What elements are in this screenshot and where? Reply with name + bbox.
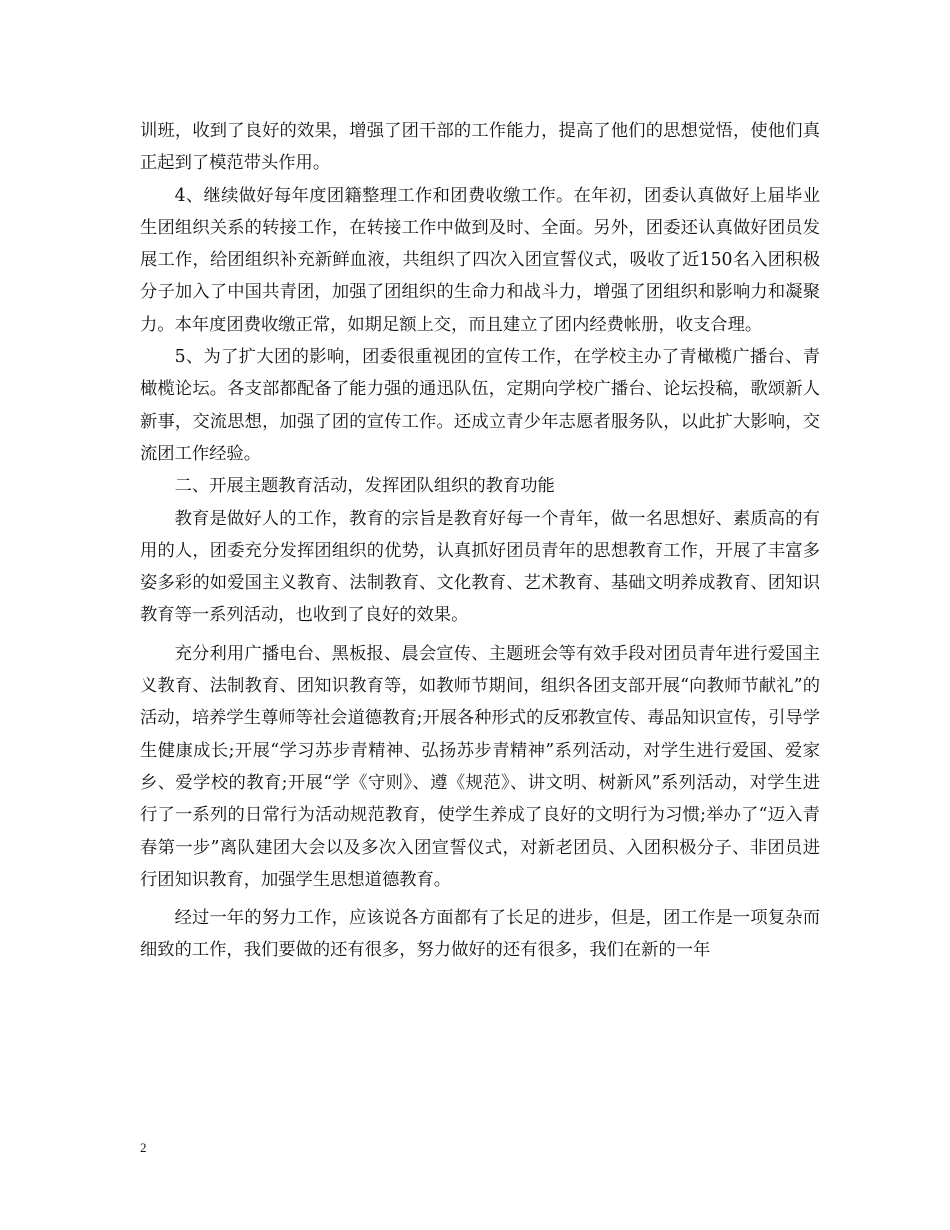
paragraph-4: 教育是做好人的工作，教育的宗旨是教育好每一个青年，做一名思想好、素质高的有用的人，团委充分发挥团组织的优势，认真抓好团员青年的思想教育工作，开展了丰富多姿多彩的如爱国主义教育、法制教育、文化教育、艺术教育、基础文明养成教育、团知识教育等一系列活动，也收到了良好的效果。 — [140, 508, 820, 626]
paragraph-2: 4、继续做好每年度团籍整理工作和团费收缴工作。在年初，团委认真做好上届毕业生团组织关系的转接工作，在转接工作中做到及时、全面。另外，团委还认真做好团员发展工作，给团组织补充新鲜血液，共组织了四次入团宣誓仪式，吸收了近150名入团积极分子加入了中国共青团，加强了团组织的生命力和战斗力，增强了团组织和影响力和凝聚力。本年度团费收缴正常，如期足额上交，而且建立了团内经费帐册，收支合理。 — [140, 185, 820, 335]
document-body — [140, 115, 820, 967]
page-number: 2 — [140, 1140, 147, 1155]
section-heading: 二、开展主题教育活动，发挥团队组织的教育功能 — [174, 476, 555, 497]
paragraph-1: 训班，收到了良好的效果，增强了团干部的工作能力，提高了他们的思想觉悟，使他们真正起到了模范带头作用。 — [140, 121, 820, 174]
paragraph-3: 5、为了扩大团的影响，团委很重视团的宣传工作，在学校主办了青橄榄广播台、青橄榄论坛。各支部都配备了能力强的通迅队伍，定期向学校广播台、论坛投稿，歌颂新人新事，交流思想，加强了团的宣传工作。还成立青少年志愿者服务队，以此扩大影响，交流团工作经验。 — [140, 347, 820, 464]
paragraph-5: 充分利用广播电台、黑板报、晨会宣传、主题班会等有效手段对团员青年进行爱国主义教育、法制教育、团知识教育等，如教师节期间，组织各团支部开展“向教师节献礼”的活动，培养学生尊师等社会道德教育;开展各种形式的反邪教宣传、毒品知识宣传，引导学生健康成长;开展“学习苏步青精神、弘扬苏步青精神”系列活动，对学生进行爱国、爱家乡、爱学校的教育;开展“学《守则》、遵《规范》、讲文明、树新风”系列活动，对学生进行了一系列的日常行为活动规范教育，使学生养成了良好的文明行为习惯;举办了“迈入青春第一步”离队建团大会以及多次入团宣誓仪式，对新老团员、入团积极分子、非团员进行团知识教育，加强学生思想道德教育。 — [140, 643, 820, 890]
paragraph-6: 经过一年的努力工作，应该说各方面都有了长足的进步，但是，团工作是一项复杂而细致的工作，我们要做的还有很多，努力做好的还有很多，我们在新的一年 — [140, 908, 820, 961]
